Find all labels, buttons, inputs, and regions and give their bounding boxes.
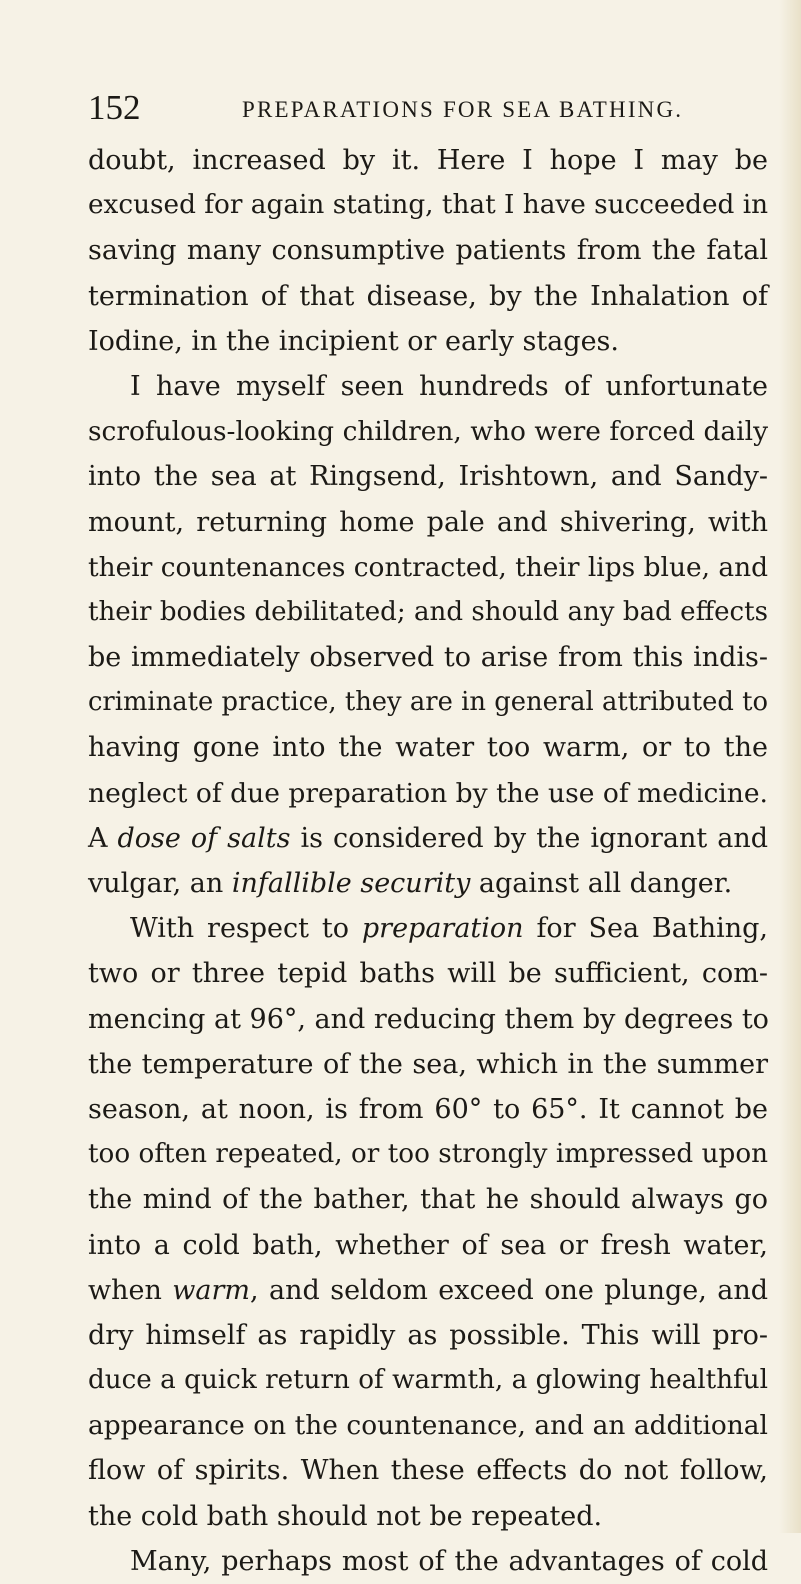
text-line: A dose of salts is considered by the ignorant and (88, 822, 768, 854)
text-line: be immediately observed to arise from this indis- (88, 642, 768, 674)
text-line: into a cold bath, whether of sea or fresh water, (88, 1229, 768, 1261)
text-line: mount, returning home pale and shivering, with (88, 506, 768, 538)
running-head: PREPARATIONS FOR SEA BATHING. (242, 97, 684, 122)
text-line: into the sea at Ringsend, Irishtown, and Sandy- (88, 461, 768, 493)
text-line: two or three tepid baths will be sufficient, com- (88, 958, 768, 990)
text-line: Many, perhaps most of the advantages of cold (130, 1545, 768, 1577)
page-header (88, 86, 728, 130)
text-line: scrofulous-looking children, who were forced daily (88, 416, 768, 448)
text-line: dry himself as rapidly as possible. This will pro- (88, 1319, 768, 1351)
text-line: excused for again stating, that I have succeeded in (88, 190, 769, 221)
italic-phrase: infallible security (231, 868, 471, 899)
text-line: Iodine, in the incipient or early stages. (88, 325, 619, 357)
text-line: when warm, and seldom exceed one plunge, and (88, 1274, 768, 1306)
italic-phrase: warm (172, 1274, 251, 1306)
text-line: their bodies debilitated; and should any bad effects (88, 596, 768, 627)
text-line: their countenances contracted, their lips blue, and (88, 551, 769, 583)
text-line: the cold bath should not be repeated. (88, 1500, 603, 1532)
text-line: flow of spirits. When these effects do not follow, (88, 1455, 768, 1487)
text-line: I have myself seen hundreds of unfortunate (130, 370, 768, 402)
text-line: With respect to preparation for Sea Bathing, (130, 913, 768, 945)
text-line: neglect of due preparation by the use of medicine. (88, 777, 768, 809)
page-number: 152 (88, 88, 141, 127)
italic-phrase: preparation (361, 913, 524, 945)
text-line: vulgar, an infallible security against all danger. (88, 868, 733, 899)
italic-phrase: dose of salts (117, 822, 291, 854)
text-line: saving many consumptive patients from the fatal (88, 235, 768, 267)
text-line: season, at noon, is from 60° to 65°. It cannot be (88, 1093, 768, 1125)
text-line: the temperature of the sea, which in the summer (88, 1048, 768, 1080)
text-line: criminate practice, they are in general attributed to (88, 687, 768, 718)
text-line: appearance on the countenance, and an additional (88, 1410, 768, 1442)
body-text (88, 138, 768, 1584)
text-line: duce a quick return of warmth, a glowing healthful (88, 1365, 768, 1396)
text-line: the mind of the bather, that he should always go (88, 1184, 768, 1216)
text-line: doubt, increased by it. Here I hope I may be (88, 145, 768, 176)
text-line: too often repeated, or too strongly impressed upon (88, 1139, 768, 1170)
text-line: mencing at 96°, and reducing them by degrees to (88, 1003, 769, 1035)
text-line: having gone into the water too warm, or to the (88, 732, 768, 764)
text-line: termination of that disease, by the Inhalation of (88, 280, 768, 312)
